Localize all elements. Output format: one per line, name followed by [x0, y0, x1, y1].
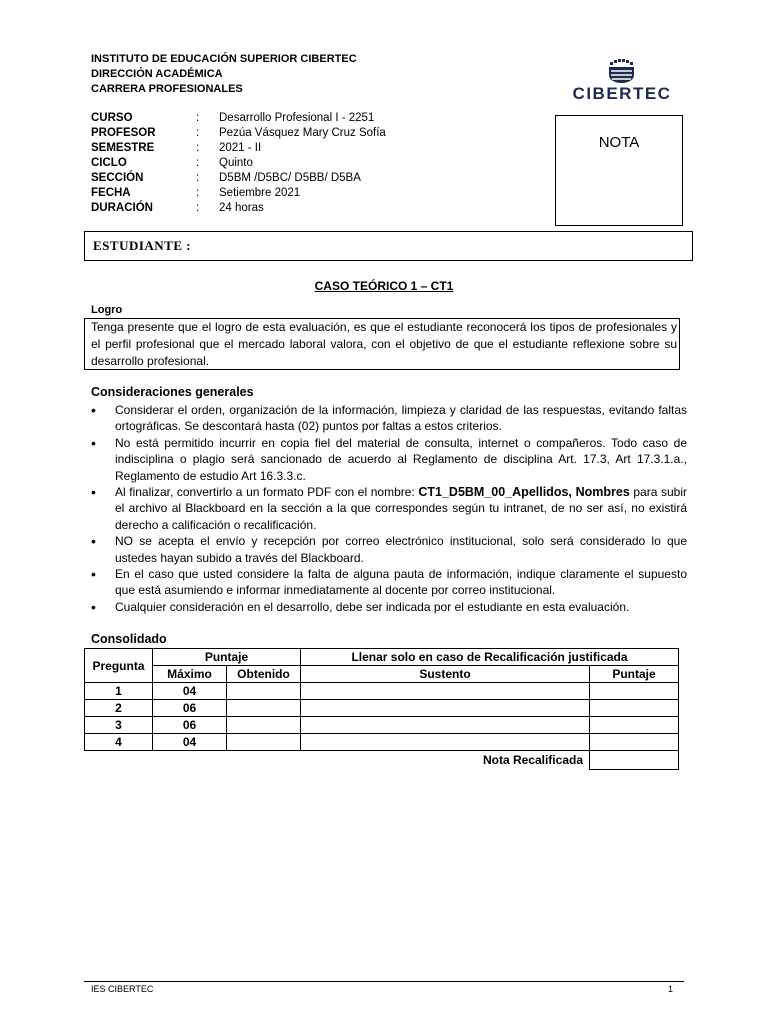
info-colon: :: [196, 202, 200, 214]
bullet-icon: •: [91, 598, 96, 615]
info-row: [91, 141, 541, 156]
header-pregunta: Pregunta: [85, 649, 153, 683]
table-row: [85, 683, 679, 700]
info-label: SECCIÓN: [91, 172, 144, 184]
info-colon: :: [196, 142, 200, 154]
table-row: [85, 734, 679, 751]
info-label: CURSO: [91, 112, 133, 124]
max-score: 04: [153, 734, 227, 751]
info-value: Quinto: [219, 157, 253, 169]
score-table: [84, 648, 679, 770]
info-row: [91, 201, 541, 216]
obtained-score[interactable]: [227, 683, 301, 700]
info-label: PROFESOR: [91, 127, 156, 139]
recal-score[interactable]: [590, 717, 679, 734]
info-value: Pezúa Vásquez Mary Cruz Sofía: [219, 127, 386, 139]
bullet-icon: •: [91, 484, 96, 501]
logro-label: Logro: [91, 304, 123, 316]
info-label: FECHA: [91, 187, 131, 199]
logo-text: CIBERTEC: [572, 84, 672, 103]
recal-score[interactable]: [590, 700, 679, 717]
info-value: 2021 - II: [219, 142, 262, 154]
header-maximo: Máximo: [153, 666, 227, 683]
list-item: • Considerar el orden, organización de la información, limpieza y claridad de las respuestas, evitando faltas ortográficas. Se descontará hasta (02) puntos por faltas a estos criterios.: [91, 402, 687, 434]
grade-box[interactable]: [555, 115, 683, 226]
max-score: 06: [153, 700, 227, 717]
recal-score[interactable]: [590, 734, 679, 751]
question-number: 4: [85, 734, 153, 751]
list-item: • Cualquier consideración en el desarrollo, debe ser indicada por el estudiante en esta evaluación.: [91, 598, 630, 615]
info-value: Desarrollo Profesional I - 2251: [219, 112, 375, 124]
grade-label: NOTA: [598, 134, 640, 151]
list-item: • NO se acepta el envío y recepción por correo electrónico institucional, solo será considerado lo que ustedes hayan subido a través del Blackboard.: [91, 533, 687, 565]
info-value: 24 horas: [219, 202, 264, 214]
info-label: CICLO: [91, 157, 127, 169]
list-item: • Al finalizar, convertirlo a un formato PDF con el nombre: CT1_D5BM_00_Apellidos, Nombres para subir el archivo al Blackboard en la sección a la que correspondes según tu intranet, de no ser así, no existirá derecho a calificación o recalificación.: [91, 484, 688, 532]
header-obtenido: Obtenido: [227, 666, 301, 683]
table-row: [85, 717, 679, 734]
list-item: • En el caso que usted considere la falta de alguna pauta de información, indique claramente el supuesto que está asumiendo e informar inmediatamente al docente por correo institucional.: [91, 566, 687, 598]
considerations-title: Consideraciones generales: [91, 385, 254, 399]
list-item: • No está permitido incurrir en copia fiel del material de consulta, internet o compañeros. Todo caso de indisciplina o plagio será sancionado de acuerdo al Reglamento de disciplina Art. 17.3, Art 17.3.1.a., Reglamento de estudio Art 16.3.3.c.: [91, 434, 687, 483]
career-line: CARRERA PROFESIONALES: [91, 83, 243, 95]
info-label: DURACIÓN: [91, 202, 153, 214]
student-field[interactable]: [84, 231, 693, 261]
info-colon: :: [196, 172, 200, 184]
header-puntaje-recal: Puntaje: [590, 666, 679, 683]
table-row: [85, 700, 679, 717]
table-row: [85, 751, 679, 770]
info-row: [91, 156, 541, 171]
header-recalificacion: Llenar solo en caso de Recalificación justificada: [301, 649, 679, 666]
recal-score[interactable]: [590, 683, 679, 700]
bullet-icon: •: [91, 566, 96, 583]
page-number: 1: [668, 984, 674, 994]
bullet-icon: •: [91, 533, 96, 550]
question-number: 3: [85, 717, 153, 734]
info-value: Setiembre 2021: [219, 187, 301, 199]
nota-recalificada-cell[interactable]: [590, 751, 679, 770]
considerations-list: [91, 402, 687, 615]
justification-cell[interactable]: [301, 717, 590, 734]
cibertec-crest-icon: [570, 58, 674, 84]
header-puntaje: Puntaje: [153, 649, 301, 666]
info-colon: :: [196, 157, 200, 169]
info-row: [91, 111, 541, 126]
bullet-icon: •: [91, 434, 96, 451]
justification-cell[interactable]: [301, 734, 590, 751]
info-colon: :: [196, 112, 200, 124]
nota-recalificada-label: Nota Recalificada: [482, 753, 583, 768]
obtained-score[interactable]: [227, 700, 301, 717]
info-label: SEMESTRE: [91, 142, 155, 154]
institution-name: INSTITUTO DE EDUCACIÓN SUPERIOR CIBERTEC: [91, 53, 357, 65]
bullet-icon: •: [91, 402, 96, 418]
pdf-filename: CT1_D5BM_00_Apellidos, Nombres: [418, 485, 630, 500]
student-label: ESTUDIANTE :: [93, 238, 192, 253]
header-sustento: Sustento: [301, 666, 590, 683]
question-number: 2: [85, 700, 153, 717]
max-score: 04: [153, 683, 227, 700]
obtained-score[interactable]: [227, 717, 301, 734]
footer-divider: [84, 981, 684, 982]
info-row: [91, 186, 541, 201]
logro-text: Tenga presente que el logro de esta evaluación, es que el estudiante reconocerá los tipos de profesionales y el perfil profesional que el mercado laboral valora, con el objetivo de que el estudiante reflexione sobre su desarrollo profesional.: [91, 320, 677, 368]
question-number: 1: [85, 683, 153, 700]
footer-text: IES CIBERTEC: [91, 984, 154, 994]
obtained-score[interactable]: [227, 734, 301, 751]
info-row: [91, 171, 541, 186]
consolidado-label: Consolidado: [91, 632, 167, 646]
info-value: D5BM /D5BC/ D5BB/ D5BA: [219, 172, 361, 184]
info-colon: :: [196, 187, 200, 199]
page-title: CASO TEÓRICO 1 – CT1: [314, 279, 454, 293]
max-score: 06: [153, 717, 227, 734]
justification-cell[interactable]: [301, 700, 590, 717]
info-row: [91, 126, 541, 141]
cibertec-logo: [570, 58, 674, 104]
academic-direction: DIRECCIÓN ACADÉMICA: [91, 68, 223, 80]
info-colon: :: [196, 127, 200, 139]
justification-cell[interactable]: [301, 683, 590, 700]
